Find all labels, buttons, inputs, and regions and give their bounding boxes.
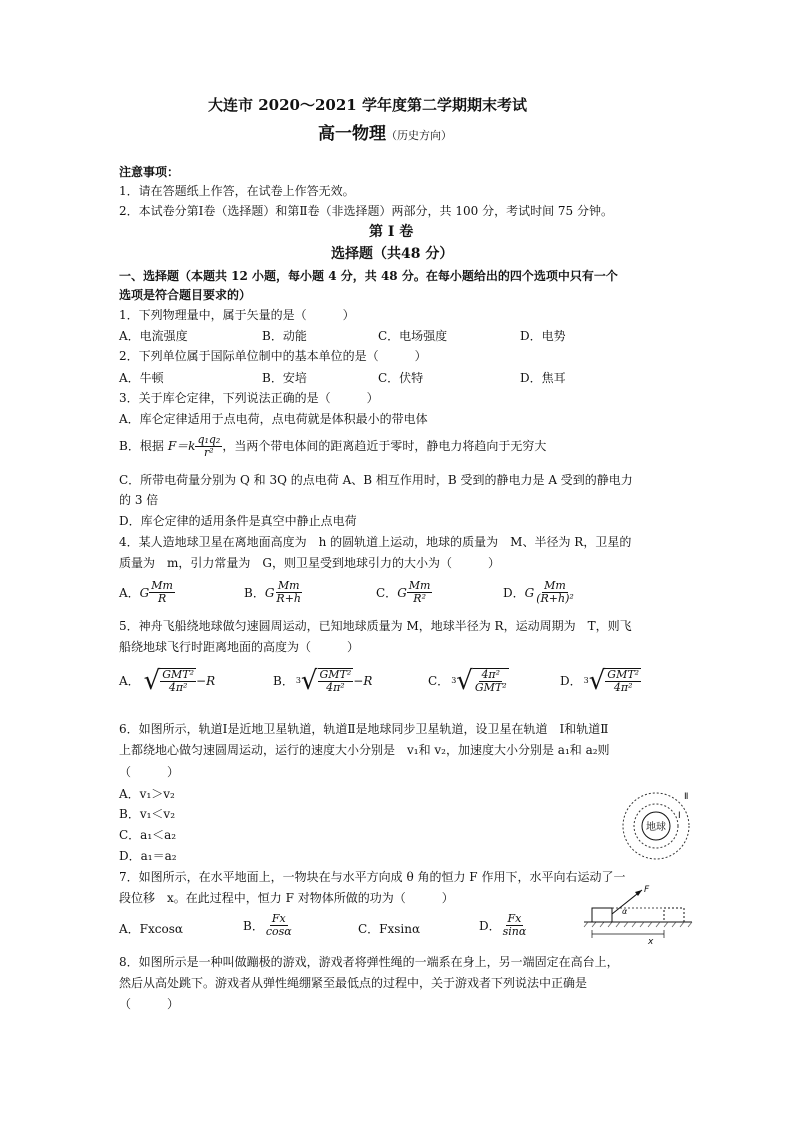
q6-line3: （ ）: [119, 765, 180, 779]
q6-option-b: B．v₁＜v₂: [119, 807, 175, 821]
part1-subtitle: 选择题（共48 分）: [331, 246, 454, 262]
q5-c-den: GMT²: [474, 681, 507, 695]
q4-b-g: G: [264, 585, 275, 600]
q5-b-index: 3: [295, 676, 301, 686]
q4-d-label: D．: [503, 585, 525, 600]
q4-option-a: [119, 580, 175, 605]
q7-option-c: C．Fxsinα: [358, 922, 421, 936]
q7-b-den: cosα: [265, 925, 292, 939]
sqrt-icon: √: [300, 666, 318, 697]
q7-d-num: Fx: [507, 912, 522, 925]
q5-a-den: 4π²: [168, 681, 188, 695]
q6-option-c: C．a₁＜a₂: [119, 828, 177, 842]
q3-b-suffix: ，当两个带电体间的距离趋近于零时，静电力将趋向于无穷大: [222, 439, 547, 454]
q5-a-label: A．: [119, 674, 140, 689]
q5-d-fraction: [605, 668, 641, 694]
q5-c-index: 3: [451, 676, 457, 686]
q5-c-num: 4π²: [481, 668, 501, 681]
note-1: 1．请在答题纸上作答，在试卷上作答无效。: [119, 184, 355, 198]
orbit2-label: Ⅱ: [684, 792, 689, 802]
q8-line2: 然后从高处跳下。游戏者从弹性绳绷紧至最低点的过程中，关于游戏者下列说法中正确是: [119, 976, 588, 990]
part1-label: 第 Ⅰ 卷: [369, 224, 414, 240]
q3-b-prefix: B．根据: [119, 439, 164, 454]
q6-option-a: A．v₁＞v₂: [119, 787, 175, 801]
q4-d-fraction: [534, 580, 576, 605]
q7-d-fraction: [501, 913, 529, 938]
q4-a-num: Mm: [151, 579, 173, 592]
q7-option-d: [479, 913, 528, 938]
q3-b-fraction: [195, 434, 222, 459]
q7-b-fraction: [264, 913, 294, 938]
q4-b-label: B．: [244, 585, 265, 600]
q5-d-index: 3: [583, 676, 589, 686]
q5-b-num: GMT²: [319, 668, 352, 681]
q3-stem: 3．关于库仑定律，下列说法正确的是（ ）: [119, 391, 379, 405]
q1-option-d: D．电势: [520, 329, 566, 343]
q4-option-d: [503, 580, 576, 605]
q4-line2: 质量为 m，引力常量为 G，则卫星受到地球引力的大小为（ ）: [119, 556, 500, 570]
q3-b-num: q₁q₂: [197, 433, 221, 446]
q5-d-label: D．: [560, 674, 582, 689]
q3-option-c-line2: 的 3 倍: [119, 493, 159, 507]
q4-option-b: [244, 580, 303, 605]
q7-option-a: A．Fxcosα: [119, 922, 183, 936]
q2-option-d: D．焦耳: [520, 371, 566, 385]
q5-b-den: 4π²: [326, 681, 345, 695]
q4-b-num: Mm: [277, 579, 300, 592]
q4-d-g: G: [524, 585, 535, 600]
displacement-label: x: [648, 937, 654, 946]
q5-c-label: C．: [428, 674, 450, 689]
subject-direction: （历史方向）: [386, 129, 452, 142]
q1-option-c: C．电场强度: [378, 329, 448, 343]
q3-option-c-line1: C．所带电荷量分别为 Q 和 3Q 的点电荷 A、B 相互作用时，B 受到的静电力是 A 受到的静电力: [119, 473, 633, 487]
note-2: 2．本试卷分第Ⅰ卷（选择题）和第Ⅱ卷（非选择题）两部分，共 100 分，考试时间 75 分钟。: [119, 204, 613, 218]
angle-label: α: [622, 907, 628, 916]
block-force-figure: [580, 884, 696, 946]
q4-d-den: (R+h)²: [536, 592, 574, 606]
q6-option-d: D．a₁＝a₂: [119, 849, 177, 863]
q3-b-formula-lhs: F＝k: [167, 439, 196, 454]
section1-line2: 选项是符合题目要求的）: [119, 288, 252, 302]
block-end: [664, 908, 684, 922]
q7-line2: 段位移 x。在此过程中，恒力 F 对物体所做的功为（ ）: [119, 891, 454, 905]
q5-line1: 5．神舟飞船绕地球做匀速圆周运动，已知地球质量为 M，地球半径为 R，运动周期为 T，则飞: [119, 619, 632, 633]
q4-c-fraction: [407, 580, 433, 605]
q5-b-label: B．: [273, 674, 294, 689]
notes-heading: 注意事项：: [119, 165, 180, 179]
q5-option-c: [428, 666, 509, 697]
q7-line1: 7．如图所示，在水平地面上，一物块在与水平方向成 θ 角的恒力 F 作用下，水平向右运动了一: [119, 870, 626, 884]
q1-option-b: B．动能: [262, 329, 307, 343]
q4-a-g: G: [139, 585, 150, 600]
q7-option-b: [243, 913, 294, 938]
q3-b-den: r²: [204, 446, 214, 460]
q4-b-den: R+h: [276, 592, 302, 606]
q5-option-a: [119, 666, 216, 697]
subject-name: 高一物理: [318, 124, 386, 144]
orbit1-label: Ⅰ: [678, 811, 681, 821]
q4-option-c: [376, 580, 432, 605]
q5-a-num: GMT²: [162, 668, 195, 681]
q5-b-tail: −R: [353, 674, 373, 689]
exam-subject: [318, 126, 452, 143]
q1-stem: 1．下列物理量中，属于矢量的是（ ）: [119, 308, 355, 322]
sqrt-icon: √: [456, 666, 473, 697]
q7-d-den: sinα: [502, 925, 527, 939]
q4-c-g: G: [397, 585, 407, 600]
earth-label: 地球: [646, 822, 666, 833]
q5-c-fraction: [473, 668, 509, 694]
q4-c-label: C．: [376, 585, 398, 600]
q3-option-b: [119, 434, 546, 459]
q6-line1: 6．如图所示，轨道Ⅰ是近地卫星轨道，轨道Ⅱ是地球同步卫星轨道，设卫星在轨道 Ⅰ和轨道Ⅱ: [119, 722, 609, 736]
q5-a-fraction: [160, 668, 196, 694]
ground-hatch: [584, 922, 692, 927]
q5-option-d: [560, 666, 641, 697]
q4-c-num: Mm: [408, 579, 431, 592]
q7-b-label: B．: [243, 918, 264, 933]
q6-line2: 上都绕地心做匀速圆周运动，运行的速度大小分别是 v₁和 v₂，加速度大小分别是 a₁和 a₂则: [119, 743, 610, 757]
q4-a-fraction: [149, 580, 175, 605]
q4-line1: 4．某人造地球卫星在离地面高度为 h 的圆轨道上运动，地球的质量为 M、半径为 R，卫星的: [119, 535, 632, 549]
q2-option-b: B．安培: [262, 371, 307, 385]
section1-line1: 一、选择题（本题共 12 小题，每小题 4 分，共 48 分。在每小题给出的四个选项中只有一个: [119, 269, 618, 283]
exam-title: 大连市 2020～2021 学年度第二学期期末考试: [208, 96, 527, 114]
q4-b-fraction: [274, 580, 303, 605]
q5-b-fraction: [318, 668, 354, 694]
q5-d-den: 4π²: [613, 681, 633, 695]
block-start: [592, 908, 612, 922]
q2-option-a: A．牛顿: [119, 371, 164, 385]
q5-option-b: [273, 666, 373, 697]
q5-line2: 船绕地球飞行时距离地面的高度为（ ）: [119, 640, 360, 654]
q3-option-d: D．库仑定律的适用条件是真空中静止点电荷: [119, 514, 357, 528]
sqrt-icon: √: [588, 666, 606, 697]
q8-line3: （ ）: [119, 997, 180, 1011]
q7-d-label: D．: [479, 918, 501, 933]
q4-c-den: R²: [413, 592, 426, 606]
q7-b-num: Fx: [271, 912, 286, 925]
q5-a-tail: −R: [196, 674, 216, 689]
q3-option-a: A．库仑定律适用于点电荷，点电荷就是体积最小的带电体: [119, 412, 428, 426]
q5-d-num: GMT²: [607, 668, 640, 681]
q4-a-label: A．: [119, 585, 140, 600]
q4-a-den: R: [157, 592, 167, 606]
sqrt-icon: √: [143, 666, 161, 697]
force-label: F: [644, 885, 650, 895]
q4-d-num: Mm: [544, 579, 566, 592]
q8-line1: 8．如图所示是一种叫做蹦极的游戏，游戏者将弹性绳的一端系在身上，另一端固定在高台上，: [119, 955, 619, 969]
orbit-figure: [612, 788, 696, 864]
q1-option-a: A．电流强度: [119, 329, 188, 343]
q2-option-c: C．伏特: [378, 371, 424, 385]
q2-stem: 2．下列单位属于国际单位制中的基本单位的是（ ）: [119, 349, 427, 363]
